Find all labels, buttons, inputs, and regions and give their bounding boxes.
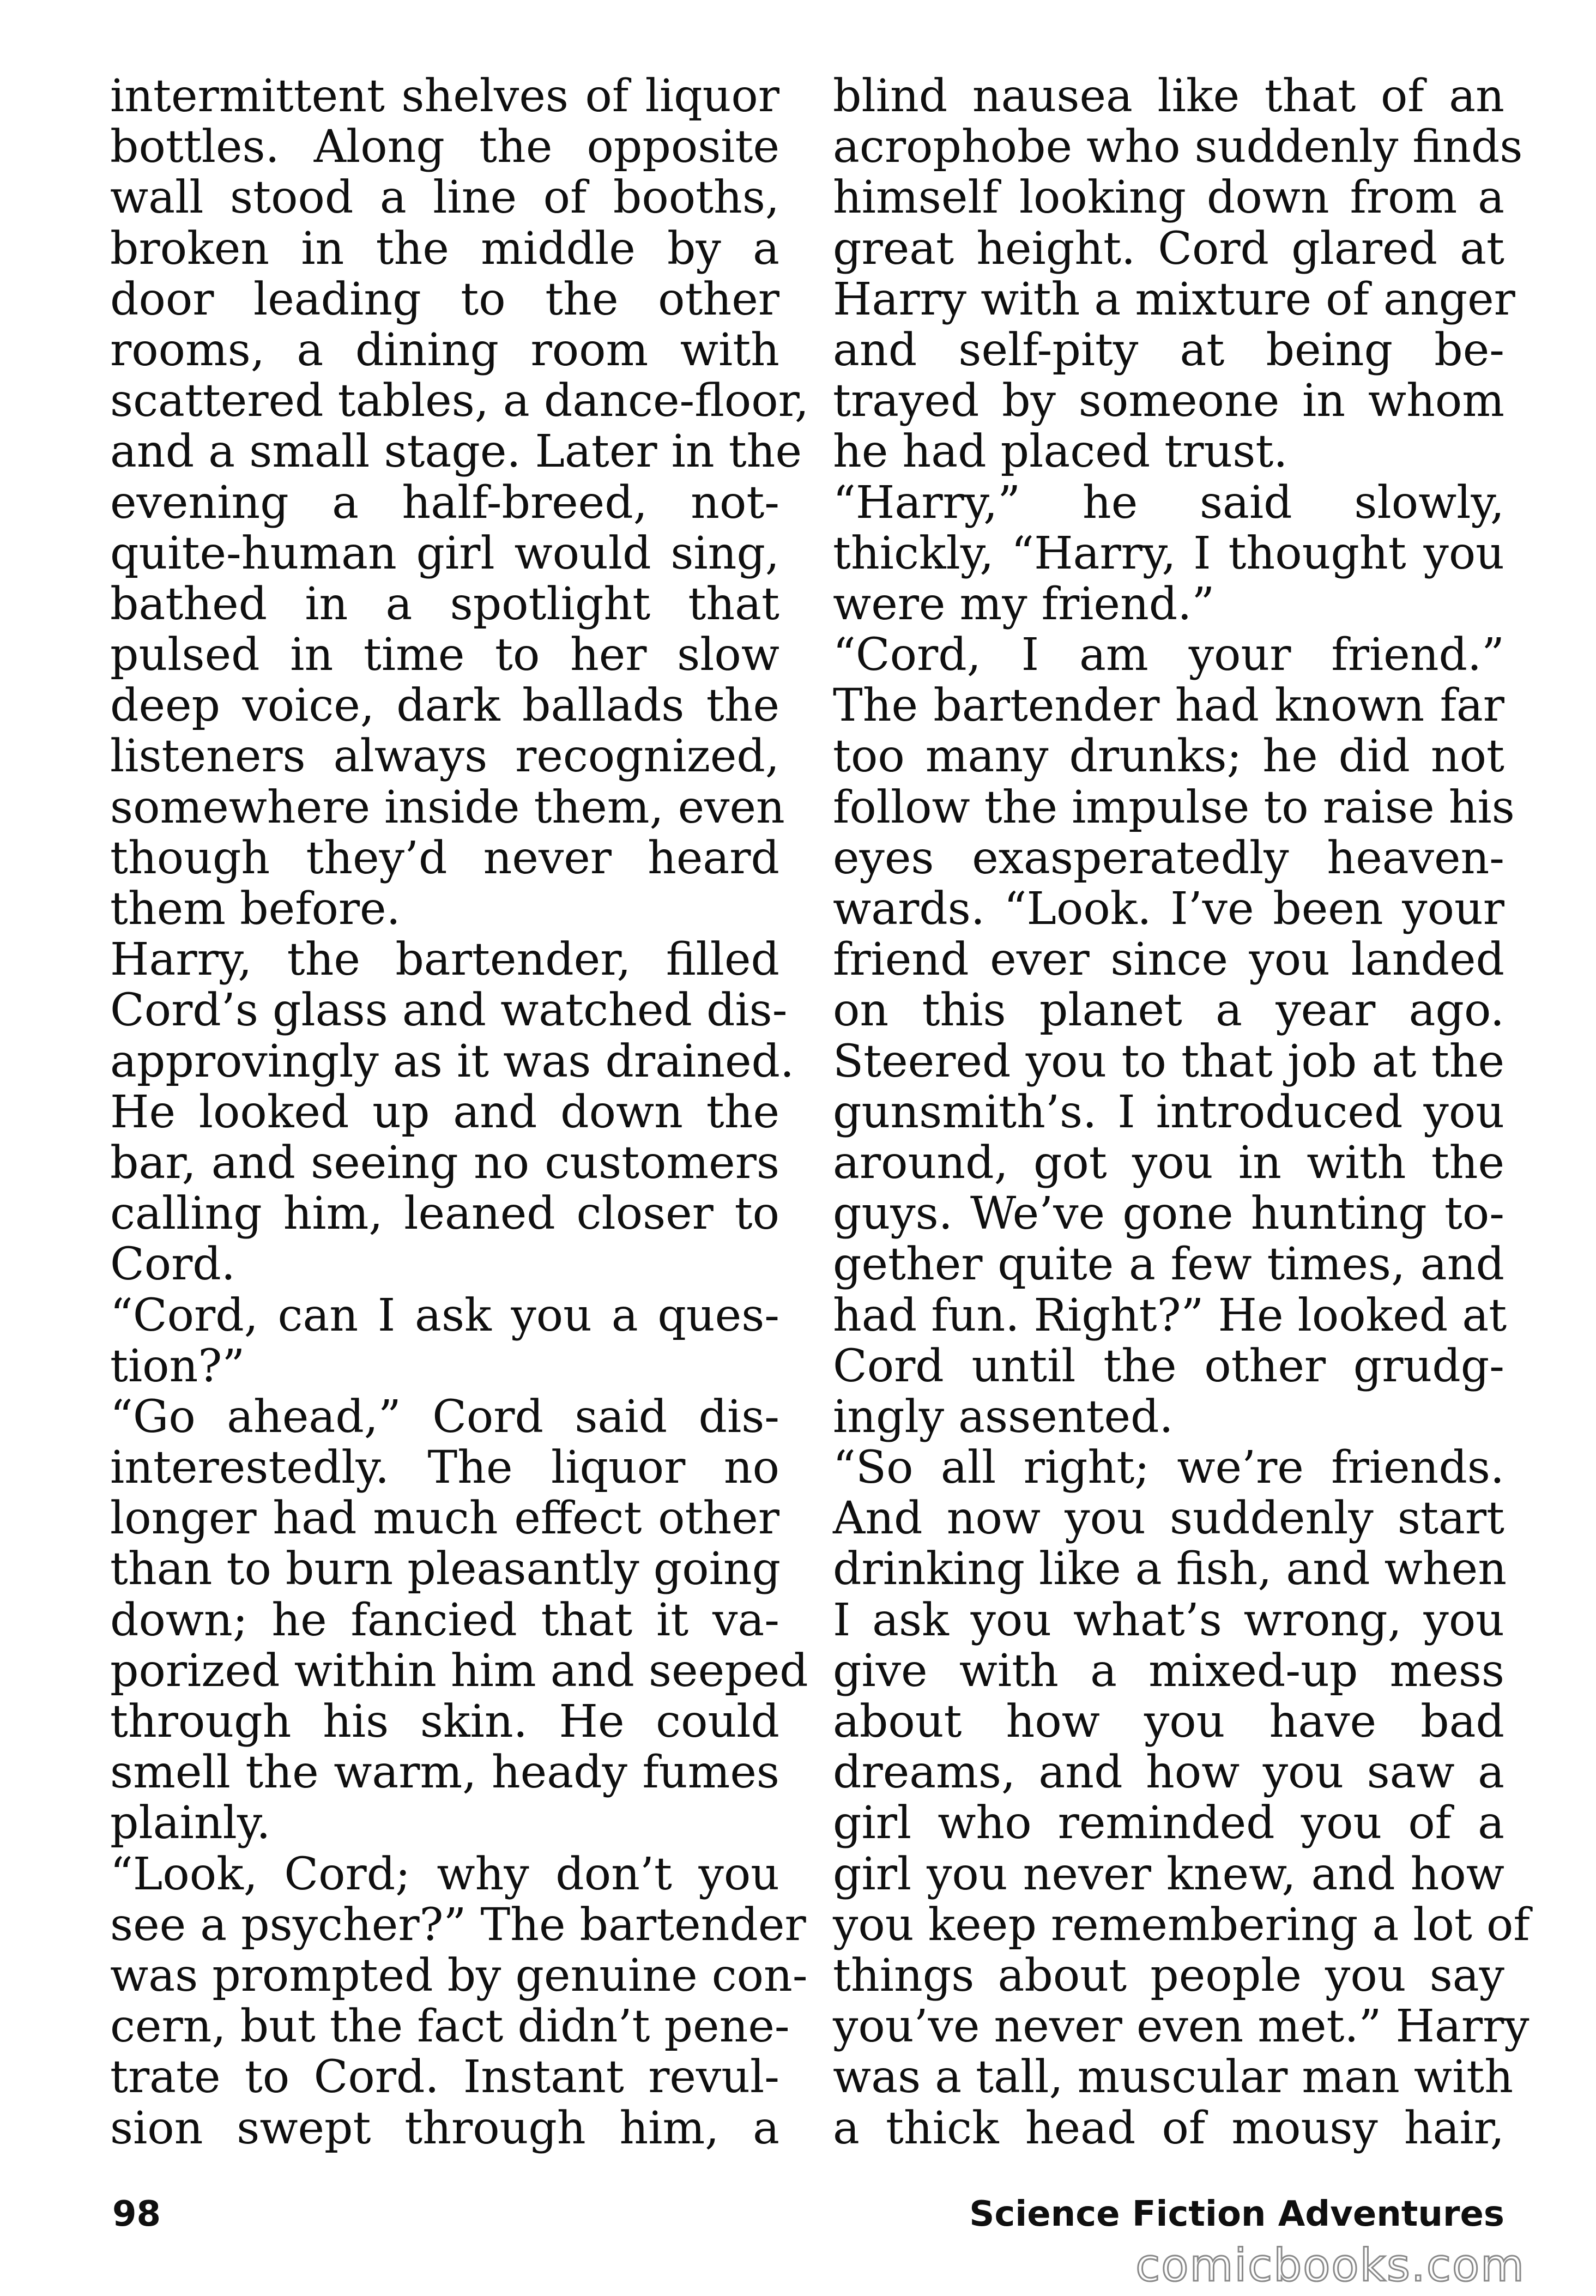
text-line: trayed by someone in whom xyxy=(833,375,1504,427)
text-line: about how you have bad xyxy=(833,1696,1504,1748)
text-line: And now you suddenly start xyxy=(833,1493,1504,1545)
text-line: too many drunks; he did not xyxy=(833,730,1504,783)
text-line: gether quite a few times, and xyxy=(833,1238,1504,1291)
text-line: eyes exasperatedly heaven- xyxy=(833,832,1504,884)
text-line: acrophobe who suddenly finds xyxy=(833,121,1523,173)
text-line: intermittent shelves of liquor xyxy=(110,70,779,122)
left-text-column xyxy=(110,70,809,2154)
text-line: a thick head of mousy hair, xyxy=(833,2102,1504,2154)
text-line: through his skin. He could xyxy=(110,1696,779,1748)
text-line: “Look, Cord; why don’t you xyxy=(110,1848,779,1900)
text-line: than to burn pleasantly going xyxy=(110,1543,781,1596)
magazine-title: Science Fiction Adventures xyxy=(969,2194,1504,2234)
text-line: you’ve never even met.” Harry xyxy=(833,2001,1530,2053)
text-line: door leading to the other xyxy=(110,273,779,325)
text-line: on this planet a year ago. xyxy=(833,984,1504,1037)
text-line: great height. Cord glared at xyxy=(833,222,1504,275)
text-line: bathed in a spotlight that xyxy=(110,578,779,630)
page-number: 98 xyxy=(112,2194,161,2234)
text-line: trate to Cord. Instant revul- xyxy=(110,2051,779,2104)
text-line: longer had much effect other xyxy=(110,1493,779,1545)
right-text-column xyxy=(833,70,1530,2154)
text-line: plainly. xyxy=(110,1797,271,1850)
text-line: girl you never knew, and how xyxy=(833,1848,1504,1900)
text-line: follow the impulse to raise his xyxy=(833,781,1515,833)
text-line: wards. “Look. I’ve been your xyxy=(833,883,1504,935)
text-line: and self-pity at being be- xyxy=(833,324,1504,376)
text-line: approvingly as it was drained. xyxy=(110,1035,795,1087)
text-line: though they’d never heard xyxy=(110,832,779,884)
text-line: dreams, and how you saw a xyxy=(833,1747,1504,1799)
text-line: “Harry,” he said slowly, xyxy=(833,476,1504,529)
text-line: broken in the middle by a xyxy=(110,222,779,275)
text-line: things about people you say xyxy=(833,1949,1504,2002)
text-line: bar, and seeing no customers xyxy=(110,1137,779,1189)
text-line: bottles. Along the opposite xyxy=(110,121,779,173)
text-line: tion?” xyxy=(110,1340,245,1392)
text-line: see a psycher?” The bartender xyxy=(110,1899,806,1951)
text-line: scattered tables, a dance-floor, xyxy=(110,375,809,427)
text-line: give with a mixed-up mess xyxy=(833,1645,1504,1697)
text-line: had fun. Right?” He looked at xyxy=(833,1289,1507,1342)
text-line: quite-human girl would sing, xyxy=(110,527,779,579)
text-line: sion swept through him, a xyxy=(110,2102,779,2154)
text-line: and a small stage. Later in the xyxy=(110,426,802,478)
text-line: drinking like a fish, and when xyxy=(833,1543,1507,1596)
text-line: ingly assented. xyxy=(833,1391,1174,1443)
text-line: I ask you what’s wrong, you xyxy=(833,1594,1504,1646)
text-line: Steered you to that job at the xyxy=(833,1035,1504,1087)
text-line: cern, but the fact didn’t pene- xyxy=(110,2001,790,2053)
text-line: He looked up and down the xyxy=(110,1086,779,1138)
text-line: were my friend.” xyxy=(833,578,1215,630)
text-line: Cord’s glass and watched dis- xyxy=(110,984,788,1037)
text-line: was prompted by genuine con- xyxy=(110,1949,808,2002)
watermark: comicbooks.com xyxy=(1135,2240,1525,2292)
text-line: Cord until the other grudg- xyxy=(833,1340,1504,1392)
text-line: Harry, the bartender, filled xyxy=(110,934,779,986)
text-line: “Go ahead,” Cord said dis- xyxy=(110,1391,779,1443)
text-line: friend ever since you landed xyxy=(833,934,1504,986)
text-line: around, got you in with the xyxy=(833,1137,1504,1189)
text-line: deep voice, dark ballads the xyxy=(110,680,779,732)
text-line: The bartender had known far xyxy=(833,680,1504,732)
text-line: girl who reminded you of a xyxy=(833,1797,1504,1850)
text-line: “Cord, can I ask you a ques- xyxy=(110,1289,779,1342)
text-line: rooms, a dining room with xyxy=(110,324,779,376)
text-line: thickly, “Harry, I thought you xyxy=(833,527,1504,579)
text-line: gunsmith’s. I introduced you xyxy=(833,1086,1504,1138)
text-line: smell the warm, heady fumes xyxy=(110,1747,779,1799)
text-line: interestedly. The liquor no xyxy=(110,1442,779,1494)
text-line: blind nausea like that of an xyxy=(833,70,1504,122)
text-line: calling him, leaned closer to xyxy=(110,1188,779,1240)
text-line: pulsed in time to her slow xyxy=(110,629,779,681)
text-line: Cord. xyxy=(110,1238,235,1291)
text-line: was a tall, muscular man with xyxy=(833,2051,1514,2104)
text-line: “So all right; we’re friends. xyxy=(833,1442,1504,1494)
text-line: somewhere inside them, even xyxy=(110,781,785,833)
text-line: listeners always recognized, xyxy=(110,730,779,783)
text-line: “Cord, I am your friend.” xyxy=(833,629,1504,681)
text-line: you keep remembering a lot of xyxy=(833,1899,1530,1951)
text-line: he had placed trust. xyxy=(833,426,1288,478)
text-line: guys. We’ve gone hunting to- xyxy=(833,1188,1504,1240)
text-line: down; he fancied that it va- xyxy=(110,1594,779,1646)
text-line: Harry with a mixture of anger xyxy=(833,273,1515,325)
text-line: wall stood a line of booths, xyxy=(110,172,779,224)
text-line: evening a half-breed, not- xyxy=(110,476,779,529)
text-line: them before. xyxy=(110,883,401,935)
text-line: porized within him and seeped xyxy=(110,1645,808,1697)
text-line: himself looking down from a xyxy=(833,172,1504,224)
